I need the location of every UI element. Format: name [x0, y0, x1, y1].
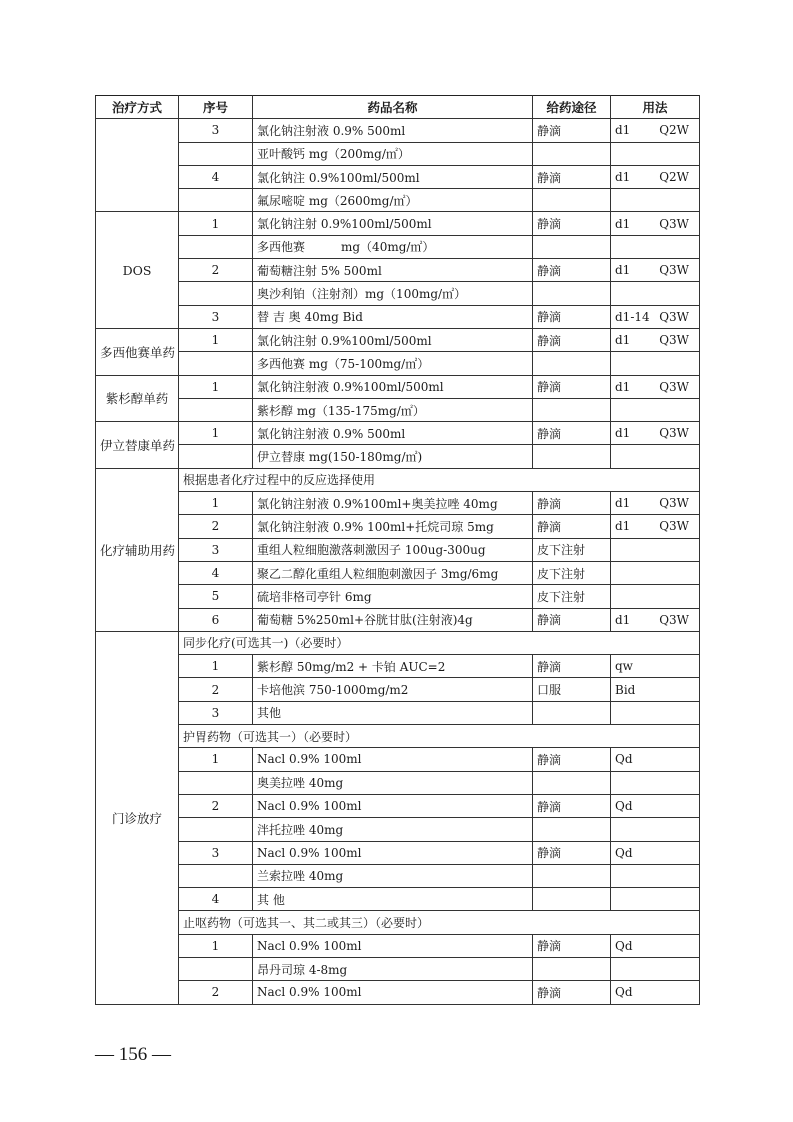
section-row [96, 631, 700, 654]
route-cell [533, 235, 611, 258]
treatment-cell: 多西他赛单药 [96, 328, 179, 375]
table-row [96, 305, 700, 328]
drug-cell: 氟尿嘧啶 mg（2600mg/㎡） [253, 189, 533, 212]
number-cell [179, 142, 253, 165]
section-row [96, 725, 700, 748]
drug-cell: 氯化钠注射 0.9%100ml/500ml [253, 212, 533, 235]
table-row [96, 165, 700, 188]
usage-day: Qd [615, 799, 633, 814]
number-cell: 1 [179, 422, 253, 445]
drug-cell: 其 他 [253, 888, 533, 911]
drug-cell: 替 吉 奥 40mg Bid [253, 305, 533, 328]
drug-cell: 氯化钠注射 0.9%100ml/500ml [253, 328, 533, 351]
usage-cell [611, 818, 700, 841]
section-label: 同步化疗(可选其一)（必要时） [179, 631, 700, 654]
table-row [96, 212, 700, 235]
route-cell [533, 864, 611, 887]
usage-day: Qd [615, 985, 633, 1000]
usage-cell [611, 608, 700, 631]
usage-day: d1 [615, 612, 631, 627]
table-row [96, 561, 700, 584]
drug-cell: Nacl 0.9% 100ml [253, 981, 533, 1004]
table-row [96, 375, 700, 398]
table-row [96, 445, 700, 468]
route-cell: 静滴 [533, 841, 611, 864]
treatment-cell: DOS [96, 212, 179, 328]
route-cell: 静滴 [533, 608, 611, 631]
medication-table [95, 95, 700, 1005]
number-cell: 1 [179, 375, 253, 398]
drug-cell: 氯化钠注射液 0.9% 500ml [253, 119, 533, 142]
route-cell: 静滴 [533, 492, 611, 515]
usage-cell [611, 561, 700, 584]
number-cell: 1 [179, 328, 253, 351]
drug-cell: 兰索拉唑 40mg [253, 864, 533, 887]
route-cell [533, 282, 611, 305]
number-cell: 6 [179, 608, 253, 631]
section-label: 根据患者化疗过程中的反应选择使用 [179, 468, 700, 491]
number-cell: 3 [179, 841, 253, 864]
usage-cell [611, 119, 700, 142]
usage-frequency: Q3W [659, 333, 689, 348]
table-row [96, 142, 700, 165]
usage-cell [611, 538, 700, 561]
table-row [96, 492, 700, 515]
table-row [96, 585, 700, 608]
section-label: 止呕药物（可选其一、其二或其三）（必要时） [179, 911, 700, 934]
usage-day: d1-14 [615, 309, 650, 324]
route-cell [533, 398, 611, 421]
usage-cell [611, 189, 700, 212]
usage-day: d1 [615, 216, 631, 231]
drug-cell: 泮托拉唑 40mg [253, 818, 533, 841]
number-cell: 1 [179, 655, 253, 678]
route-cell: 静滴 [533, 305, 611, 328]
drug-cell: 亚叶酸钙 mg（200mg/㎡） [253, 142, 533, 165]
table-row [96, 515, 700, 538]
drug-cell: 氯化钠注射液 0.9% 500ml [253, 422, 533, 445]
usage-day: Qd [615, 752, 633, 767]
number-cell: 5 [179, 585, 253, 608]
table-row [96, 701, 700, 724]
number-cell: 2 [179, 515, 253, 538]
route-cell: 静滴 [533, 934, 611, 957]
table-row [96, 864, 700, 887]
number-cell [179, 189, 253, 212]
usage-cell [611, 701, 700, 724]
table-row [96, 678, 700, 701]
drug-cell: 葡萄糖 5%250ml+谷胱甘肽(注射液)4g [253, 608, 533, 631]
usage-cell [611, 235, 700, 258]
route-cell: 静滴 [533, 119, 611, 142]
usage-cell [611, 352, 700, 375]
drug-cell: 奥美拉唑 40mg [253, 771, 533, 794]
usage-cell [611, 957, 700, 980]
number-cell [179, 957, 253, 980]
table-row [96, 398, 700, 421]
usage-cell [611, 771, 700, 794]
treatment-cell [96, 119, 179, 212]
table-row [96, 655, 700, 678]
section-row [96, 468, 700, 491]
route-cell [533, 701, 611, 724]
route-cell: 静滴 [533, 165, 611, 188]
usage-day: d1 [615, 496, 631, 511]
table-row [96, 748, 700, 771]
usage-cell [611, 259, 700, 282]
drug-cell: Nacl 0.9% 100ml [253, 748, 533, 771]
usage-cell [611, 398, 700, 421]
route-cell [533, 142, 611, 165]
usage-cell [611, 492, 700, 515]
number-cell [179, 282, 253, 305]
header-treatment: 治疗方式 [96, 96, 179, 119]
usage-cell [611, 212, 700, 235]
usage-frequency: Q3W [659, 519, 689, 534]
drug-cell: 重组人粒细胞激落刺激因子 100ug-300ug [253, 538, 533, 561]
table-row [96, 119, 700, 142]
number-cell: 4 [179, 888, 253, 911]
header-route: 给药途径 [533, 96, 611, 119]
treatment-cell: 化疗辅助用药 [96, 468, 179, 631]
usage-cell [611, 445, 700, 468]
usage-frequency: Q3W [659, 496, 689, 511]
number-cell: 3 [179, 538, 253, 561]
usage-cell [611, 841, 700, 864]
table-row [96, 934, 700, 957]
section-row [96, 911, 700, 934]
route-cell [533, 352, 611, 375]
treatment-cell: 门诊放疗 [96, 631, 179, 1004]
table-row [96, 328, 700, 351]
table-row [96, 957, 700, 980]
usage-day: d1 [615, 426, 631, 441]
route-cell [533, 818, 611, 841]
usage-cell [611, 864, 700, 887]
treatment-cell: 紫杉醇单药 [96, 375, 179, 422]
usage-cell [611, 282, 700, 305]
route-cell: 皮下注射 [533, 561, 611, 584]
header-usage: 用法 [611, 96, 700, 119]
usage-day: Bid [615, 682, 636, 697]
usage-day: d1 [615, 170, 631, 185]
usage-day: d1 [615, 263, 631, 278]
drug-cell: 多西他赛 mg（40mg/㎡） [253, 235, 533, 258]
route-cell: 口服 [533, 678, 611, 701]
table-body [96, 119, 700, 1004]
header-number: 序号 [179, 96, 253, 119]
section-label: 护胃药物（可选其一）（必要时） [179, 725, 700, 748]
drug-cell: Nacl 0.9% 100ml [253, 934, 533, 957]
usage-cell [611, 655, 700, 678]
usage-cell [611, 305, 700, 328]
route-cell [533, 888, 611, 911]
usage-cell [611, 794, 700, 817]
number-cell: 1 [179, 748, 253, 771]
route-cell: 静滴 [533, 212, 611, 235]
table-row [96, 352, 700, 375]
drug-cell: 聚乙二醇化重组人粒细胞刺激因子 3mg/6mg [253, 561, 533, 584]
table-row [96, 235, 700, 258]
route-cell: 静滴 [533, 259, 611, 282]
number-cell [179, 864, 253, 887]
route-cell: 静滴 [533, 655, 611, 678]
usage-day: Qd [615, 938, 633, 953]
number-cell: 2 [179, 678, 253, 701]
drug-cell: 紫杉醇 50mg/m2 + 卡铂 AUC=2 [253, 655, 533, 678]
header-drug-name: 药品名称 [253, 96, 533, 119]
drug-cell: Nacl 0.9% 100ml [253, 841, 533, 864]
number-cell: 1 [179, 934, 253, 957]
table-row [96, 818, 700, 841]
usage-frequency: Q3W [659, 426, 689, 441]
route-cell: 静滴 [533, 375, 611, 398]
usage-day: qw [615, 659, 633, 674]
drug-cell: 紫杉醇 mg（135-175mg/㎡） [253, 398, 533, 421]
usage-frequency: Q3W [659, 379, 689, 394]
table-row [96, 538, 700, 561]
usage-cell [611, 748, 700, 771]
route-cell [533, 189, 611, 212]
number-cell: 1 [179, 492, 253, 515]
usage-cell [611, 934, 700, 957]
number-cell [179, 445, 253, 468]
number-cell: 2 [179, 981, 253, 1004]
table-row [96, 189, 700, 212]
usage-cell [611, 888, 700, 911]
table-row [96, 282, 700, 305]
table-row [96, 841, 700, 864]
usage-cell [611, 981, 700, 1004]
usage-frequency: Q2W [659, 123, 689, 138]
number-cell [179, 352, 253, 375]
number-cell [179, 235, 253, 258]
number-cell [179, 818, 253, 841]
table-header-row [96, 96, 700, 119]
usage-day: d1 [615, 519, 631, 534]
usage-cell [611, 678, 700, 701]
usage-day: d1 [615, 333, 631, 348]
table-row [96, 981, 700, 1004]
route-cell: 静滴 [533, 515, 611, 538]
route-cell: 静滴 [533, 981, 611, 1004]
page-number: — 156 — [95, 1044, 171, 1065]
number-cell: 1 [179, 212, 253, 235]
treatment-cell: 伊立替康单药 [96, 422, 179, 469]
number-cell: 2 [179, 259, 253, 282]
table-row [96, 771, 700, 794]
usage-frequency: Q3W [659, 216, 689, 231]
route-cell: 皮下注射 [533, 538, 611, 561]
drug-cell: 昂丹司琼 4-8mg [253, 957, 533, 980]
drug-cell: 葡萄糖注射 5% 500ml [253, 259, 533, 282]
usage-frequency: Q3W [659, 612, 689, 627]
table-row [96, 608, 700, 631]
number-cell [179, 398, 253, 421]
drug-cell: 奥沙利铂（注射剂）mg（100mg/㎡） [253, 282, 533, 305]
usage-frequency: Q3W [659, 309, 689, 324]
route-cell [533, 771, 611, 794]
table-row [96, 422, 700, 445]
drug-cell: 伊立替康 mg(150-180mg/㎡) [253, 445, 533, 468]
usage-day: d1 [615, 123, 631, 138]
drug-cell: 硫培非格司亭针 6mg [253, 585, 533, 608]
drug-cell: 氯化钠注射液 0.9%100ml+奥美拉唑 40mg [253, 492, 533, 515]
usage-cell [611, 422, 700, 445]
usage-day: Qd [615, 845, 633, 860]
route-cell: 静滴 [533, 422, 611, 445]
number-cell: 3 [179, 305, 253, 328]
table-row [96, 794, 700, 817]
number-cell: 4 [179, 165, 253, 188]
route-cell: 皮下注射 [533, 585, 611, 608]
usage-cell [611, 585, 700, 608]
drug-cell: 氯化钠注 0.9%100ml/500ml [253, 165, 533, 188]
usage-frequency: Q3W [659, 263, 689, 278]
usage-cell [611, 165, 700, 188]
table-row [96, 888, 700, 911]
route-cell [533, 957, 611, 980]
drug-cell: Nacl 0.9% 100ml [253, 794, 533, 817]
number-cell: 3 [179, 119, 253, 142]
drug-cell: 氯化钠注射液 0.9% 100ml+托烷司琼 5mg [253, 515, 533, 538]
route-cell: 静滴 [533, 794, 611, 817]
usage-day: d1 [615, 379, 631, 394]
number-cell: 3 [179, 701, 253, 724]
usage-cell [611, 142, 700, 165]
usage-cell [611, 375, 700, 398]
route-cell: 静滴 [533, 748, 611, 771]
drug-cell: 多西他赛 mg（75-100mg/㎡） [253, 352, 533, 375]
drug-cell: 其他 [253, 701, 533, 724]
number-cell: 4 [179, 561, 253, 584]
drug-cell: 卡培他滨 750-1000mg/m2 [253, 678, 533, 701]
number-cell: 2 [179, 794, 253, 817]
route-cell [533, 445, 611, 468]
drug-cell: 氯化钠注射液 0.9%100ml/500ml [253, 375, 533, 398]
number-cell [179, 771, 253, 794]
route-cell: 静滴 [533, 328, 611, 351]
usage-cell [611, 328, 700, 351]
table-row [96, 259, 700, 282]
usage-cell [611, 515, 700, 538]
usage-frequency: Q2W [659, 170, 689, 185]
